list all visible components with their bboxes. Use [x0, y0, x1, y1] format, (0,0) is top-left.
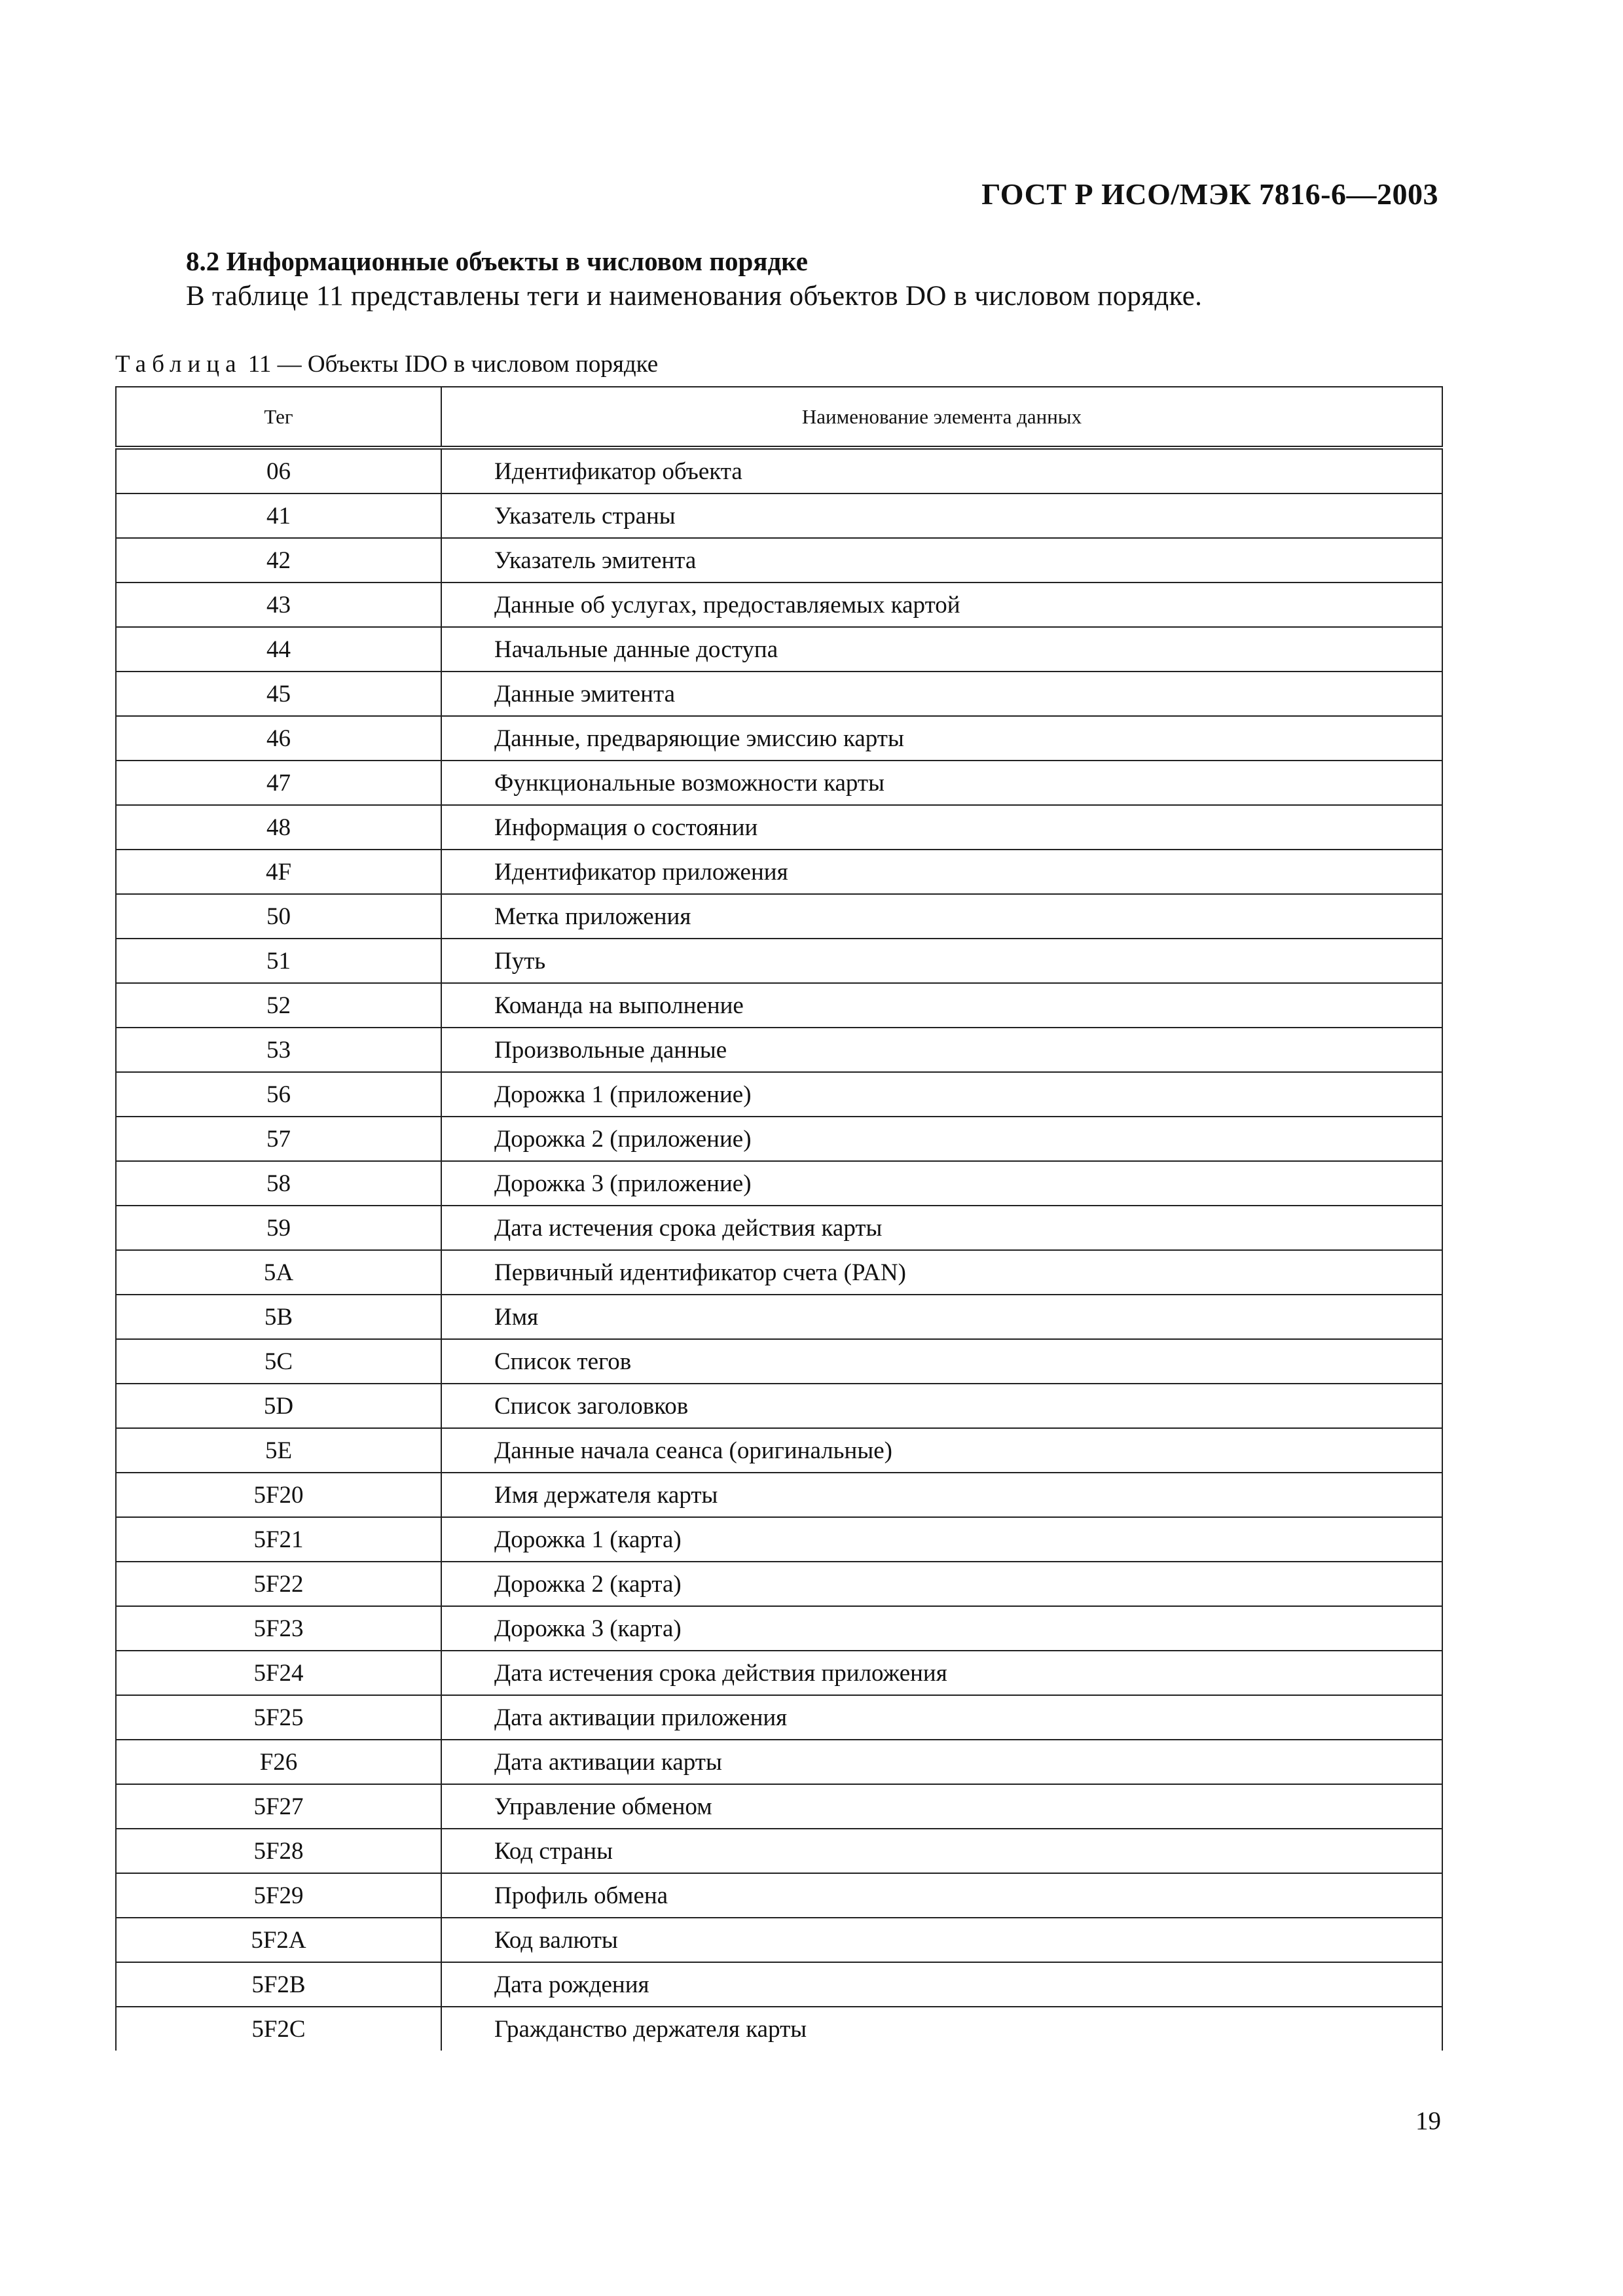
data-element-name-cell: Список тегов — [441, 1339, 1442, 1384]
table-row — [116, 672, 1442, 716]
tag-cell: 5F23 — [116, 1606, 441, 1651]
tag-cell: 5F2C — [116, 2007, 441, 2051]
tag-cell: 5F21 — [116, 1517, 441, 1562]
tag-cell: 06 — [116, 448, 441, 493]
table-row — [116, 1339, 1442, 1384]
table-row — [116, 1295, 1442, 1339]
table-row — [116, 1517, 1442, 1562]
table-row — [116, 583, 1442, 627]
tag-cell: 42 — [116, 538, 441, 583]
data-element-name-cell: Список заголовков — [441, 1384, 1442, 1428]
tag-cell: 5F25 — [116, 1695, 441, 1740]
table-caption-text: 11 — Объекты IDO в числовом порядке — [242, 351, 659, 378]
table-row — [116, 538, 1442, 583]
data-element-name-cell: Данные начала сеанса (оригинальные) — [441, 1428, 1442, 1473]
section-heading: 8.2 Информационные объекты в числовом порядке — [186, 246, 808, 276]
tag-cell: 5F22 — [116, 1562, 441, 1606]
table-row — [116, 493, 1442, 538]
data-element-name-cell: Дата активации карты — [441, 1740, 1442, 1784]
section-text: В таблице 11 представлены теги и наименования объектов DO в числовом порядке. — [186, 281, 1203, 312]
data-element-name-cell: Дата истечения срока действия карты — [441, 1206, 1442, 1250]
table-row — [116, 716, 1442, 761]
data-element-name-cell: Путь — [441, 939, 1442, 983]
data-element-name-cell: Имя держателя карты — [441, 1473, 1442, 1517]
tag-cell: 46 — [116, 716, 441, 761]
tag-cell: F26 — [116, 1740, 441, 1784]
column-header-tag: Тег — [116, 387, 441, 448]
table-row — [116, 1250, 1442, 1295]
tag-cell: 5F28 — [116, 1829, 441, 1873]
data-element-name-cell: Код страны — [441, 1829, 1442, 1873]
data-element-name-cell: Данные об услугах, предоставляемых картой — [441, 583, 1442, 627]
tag-cell: 5A — [116, 1250, 441, 1295]
data-element-name-cell: Произвольные данные — [441, 1028, 1442, 1072]
tag-cell: 50 — [116, 894, 441, 939]
data-element-name-cell: Указатель эмитента — [441, 538, 1442, 583]
table-row — [116, 1962, 1442, 2007]
table-row — [116, 1028, 1442, 1072]
data-element-name-cell: Дата истечения срока действия приложения — [441, 1651, 1442, 1695]
tag-cell: 51 — [116, 939, 441, 983]
table-row — [116, 805, 1442, 850]
data-element-name-cell: Дорожка 1 (приложение) — [441, 1072, 1442, 1117]
table-row — [116, 1206, 1442, 1250]
data-element-name-cell: Дорожка 2 (приложение) — [441, 1117, 1442, 1161]
table-header-row — [116, 387, 1442, 448]
table-row — [116, 1473, 1442, 1517]
tag-cell: 5F29 — [116, 1873, 441, 1918]
data-element-name-cell: Дорожка 3 (приложение) — [441, 1161, 1442, 1206]
page-number: 19 — [1415, 2107, 1441, 2135]
tag-cell: 52 — [116, 983, 441, 1028]
document-header: ГОСТ Р ИСО/МЭК 7816-6—2003 — [981, 177, 1438, 211]
data-element-name-cell: Дата активации приложения — [441, 1695, 1442, 1740]
data-element-name-cell: Код валюты — [441, 1918, 1442, 1962]
tag-cell: 4F — [116, 850, 441, 894]
table-row — [116, 761, 1442, 805]
tag-cell: 5F2B — [116, 1962, 441, 2007]
table-row — [116, 1161, 1442, 1206]
data-element-name-cell: Команда на выполнение — [441, 983, 1442, 1028]
tag-cell: 5D — [116, 1384, 441, 1428]
table-body — [116, 448, 1442, 2051]
table-row — [116, 1562, 1442, 1606]
table-row — [116, 1695, 1442, 1740]
table-caption — [115, 350, 658, 378]
table-row — [116, 983, 1442, 1028]
data-element-name-cell: Первичный идентификатор счета (PAN) — [441, 1250, 1442, 1295]
table-row — [116, 1829, 1442, 1873]
table-row — [116, 850, 1442, 894]
data-element-name-cell: Дата рождения — [441, 1962, 1442, 2007]
tag-cell: 59 — [116, 1206, 441, 1250]
data-element-name-cell: Имя — [441, 1295, 1442, 1339]
data-element-name-cell: Указатель страны — [441, 493, 1442, 538]
data-element-name-cell: Начальные данные доступа — [441, 627, 1442, 672]
tag-cell: 5E — [116, 1428, 441, 1473]
table-row — [116, 894, 1442, 939]
data-element-name-cell: Управление обменом — [441, 1784, 1442, 1829]
data-element-name-cell: Идентификатор объекта — [441, 448, 1442, 493]
data-element-name-cell: Дорожка 2 (карта) — [441, 1562, 1442, 1606]
data-element-name-cell: Функциональные возможности карты — [441, 761, 1442, 805]
tag-cell: 5B — [116, 1295, 441, 1339]
tag-cell: 5F20 — [116, 1473, 441, 1517]
table-row — [116, 1428, 1442, 1473]
data-element-name-cell: Метка приложения — [441, 894, 1442, 939]
table-row — [116, 939, 1442, 983]
table-row — [116, 2007, 1442, 2051]
data-objects-table — [115, 386, 1443, 2051]
tag-cell: 48 — [116, 805, 441, 850]
data-element-name-cell: Профиль обмена — [441, 1873, 1442, 1918]
tag-cell: 43 — [116, 583, 441, 627]
table-row — [116, 1873, 1442, 1918]
table-row — [116, 1117, 1442, 1161]
tag-cell: 5F27 — [116, 1784, 441, 1829]
table-row — [116, 1384, 1442, 1428]
tag-cell: 47 — [116, 761, 441, 805]
data-element-name-cell: Гражданство держателя карты — [441, 2007, 1442, 2051]
table-row — [116, 1606, 1442, 1651]
tag-cell: 58 — [116, 1161, 441, 1206]
table-row — [116, 627, 1442, 672]
table-row — [116, 1651, 1442, 1695]
tag-cell: 44 — [116, 627, 441, 672]
table-row — [116, 1918, 1442, 1962]
column-header-name: Наименование элемента данных — [441, 387, 1442, 448]
tag-cell: 5C — [116, 1339, 441, 1384]
tag-cell: 53 — [116, 1028, 441, 1072]
tag-cell: 56 — [116, 1072, 441, 1117]
table-row — [116, 448, 1442, 493]
data-element-name-cell: Идентификатор приложения — [441, 850, 1442, 894]
data-element-name-cell: Данные эмитента — [441, 672, 1442, 716]
tag-cell: 41 — [116, 493, 441, 538]
tag-cell: 57 — [116, 1117, 441, 1161]
tag-cell: 5F24 — [116, 1651, 441, 1695]
data-element-name-cell: Дорожка 3 (карта) — [441, 1606, 1442, 1651]
data-element-name-cell: Дорожка 1 (карта) — [441, 1517, 1442, 1562]
tag-cell: 5F2A — [116, 1918, 441, 1962]
table-row — [116, 1740, 1442, 1784]
data-element-name-cell: Данные, предваряющие эмиссию карты — [441, 716, 1442, 761]
table-row — [116, 1784, 1442, 1829]
data-element-name-cell: Информация о состоянии — [441, 805, 1442, 850]
table-row — [116, 1072, 1442, 1117]
table-caption-label: Таблица — [115, 351, 242, 378]
tag-cell: 45 — [116, 672, 441, 716]
